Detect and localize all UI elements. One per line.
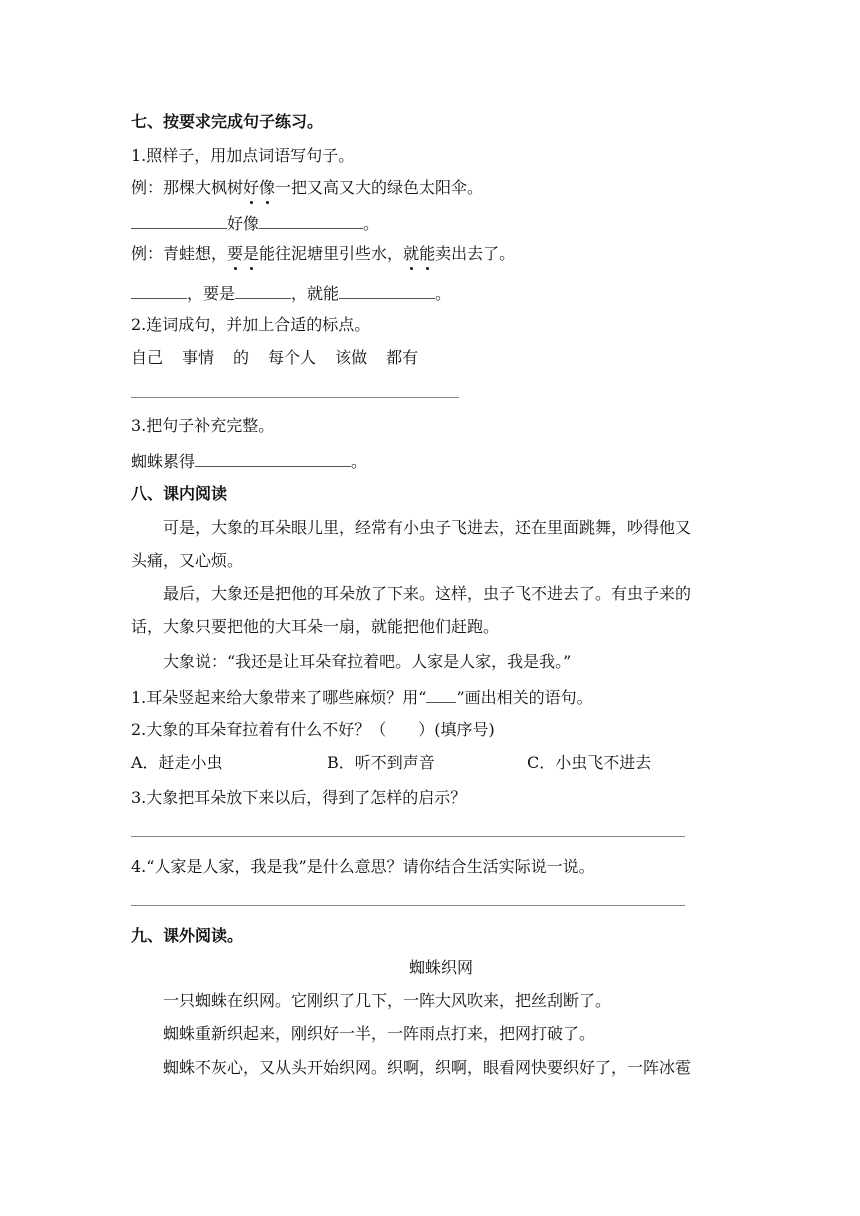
fill-3-prefix: 蜘蛛累得 (131, 452, 196, 471)
word-item: 的 (233, 348, 250, 367)
fill-line-2 (131, 281, 451, 305)
dotted-char: 能 (419, 244, 436, 263)
passage-paragraph-cont: 头痛，又心烦。 (131, 551, 244, 570)
answer-line[interactable] (131, 836, 685, 837)
example-2-suffix: 卖出去了。 (435, 244, 516, 263)
question-8-4: 4.“人家是人家，我是我”是什么意思？请你结合生活实际说一说。 (131, 857, 595, 876)
word-item: 都有 (386, 348, 419, 367)
word-list (131, 347, 418, 369)
example-1-prefix: 例：那棵大枫树 (131, 178, 244, 197)
word-item: 该做 (335, 348, 368, 367)
word-item: 事情 (182, 348, 215, 367)
example-sentence-1 (131, 177, 483, 199)
fill-2-a: ，要是 (187, 284, 236, 303)
dotted-char: 就 (403, 244, 420, 263)
question-7-1: 1.照样子，用加点词语写句子。 (131, 146, 355, 165)
passage-paragraph: 大象说：“我还是让耳朵耷拉着吧。人家是人家，我是我。” (163, 652, 572, 671)
answer-blank[interactable] (131, 281, 187, 299)
section-9-title: 九、课外阅读。 (131, 926, 244, 945)
story-paragraph: 一只蜘蛛在织网。它刚织了几下，一阵大风吹来，把丝刮断了。 (163, 991, 612, 1010)
option-c[interactable]: C．小虫飞不进去 (527, 753, 652, 772)
question-8-2: 2.大象的耳朵耷拉着有什么不好？（ ）(填序号) (131, 720, 495, 739)
story-paragraph: 蜘蛛重新织起来，刚织好一半，一阵雨点打来，把网打破了。 (163, 1024, 596, 1043)
question-7-2: 2.连词成句，并加上合适的标点。 (131, 315, 371, 334)
question-8-3: 3.大象把耳朵放下来以后，得到了怎样的启示？ (131, 788, 467, 807)
answer-line[interactable] (131, 905, 685, 906)
section-8-title: 八、课内阅读 (131, 484, 228, 503)
dotted-char: 要 (227, 244, 244, 263)
fill-2-b: ，就能 (291, 284, 340, 303)
example-2-middle: 能往泥塘里引些水， (259, 244, 404, 263)
answer-blank[interactable] (235, 281, 291, 299)
dotted-char: 是 (243, 244, 260, 263)
answer-line[interactable] (131, 397, 459, 398)
answer-blank[interactable] (195, 449, 351, 467)
word-item: 每个人 (268, 348, 317, 367)
passage-paragraph: 可是，大象的耳朵眼儿里，经常有小虫子飞进去，还在里面跳舞，吵得他又 (163, 518, 692, 537)
example-1-suffix: 一把又高又大的绿色太阳伞。 (275, 178, 484, 197)
question-8-1-prefix: 1.耳朵竖起来给大象带来了哪些麻烦？用“ (131, 688, 427, 707)
option-b[interactable]: B．听不到声音 (327, 753, 435, 772)
answer-blank[interactable] (339, 281, 435, 299)
question-8-1 (131, 685, 593, 709)
fill-2-end: 。 (435, 284, 452, 303)
answer-blank[interactable] (131, 211, 227, 229)
passage-paragraph-cont: 话，大象只要把他的大耳朵一扇，就能把他们赶跑。 (131, 617, 500, 636)
example-sentence-2 (131, 243, 515, 265)
story-title: 蜘蛛织网 (409, 958, 474, 977)
fill-line-3 (131, 449, 367, 473)
answer-blank[interactable] (259, 211, 363, 229)
fill-1-end: 。 (363, 214, 380, 233)
example-2-prefix: 例：青蛙想， (131, 244, 228, 263)
story-paragraph: 蜘蛛不灰心，又从头开始织网。织啊，织啊，眼看网快要织好了，一阵冰雹 (163, 1058, 692, 1077)
word-item: 自己 (131, 348, 164, 367)
passage-paragraph: 最后，大象还是把他的耳朵放了下来。这样，虫子飞不进去了。有虫子来的 (163, 584, 692, 603)
fill-3-end: 。 (351, 452, 368, 471)
dotted-char: 像 (259, 178, 276, 197)
question-8-1-suffix: ”画出相关的语句。 (456, 688, 593, 707)
dotted-char: 好 (243, 178, 260, 197)
fill-line-1 (131, 211, 379, 235)
fill-1-middle: 好像 (227, 214, 260, 233)
question-7-3: 3.把句子补充完整。 (131, 416, 275, 435)
section-7-title: 七、按要求完成句子练习。 (131, 112, 324, 131)
option-a[interactable]: A．赶走小虫 (131, 753, 223, 772)
underline-sample (426, 685, 456, 703)
